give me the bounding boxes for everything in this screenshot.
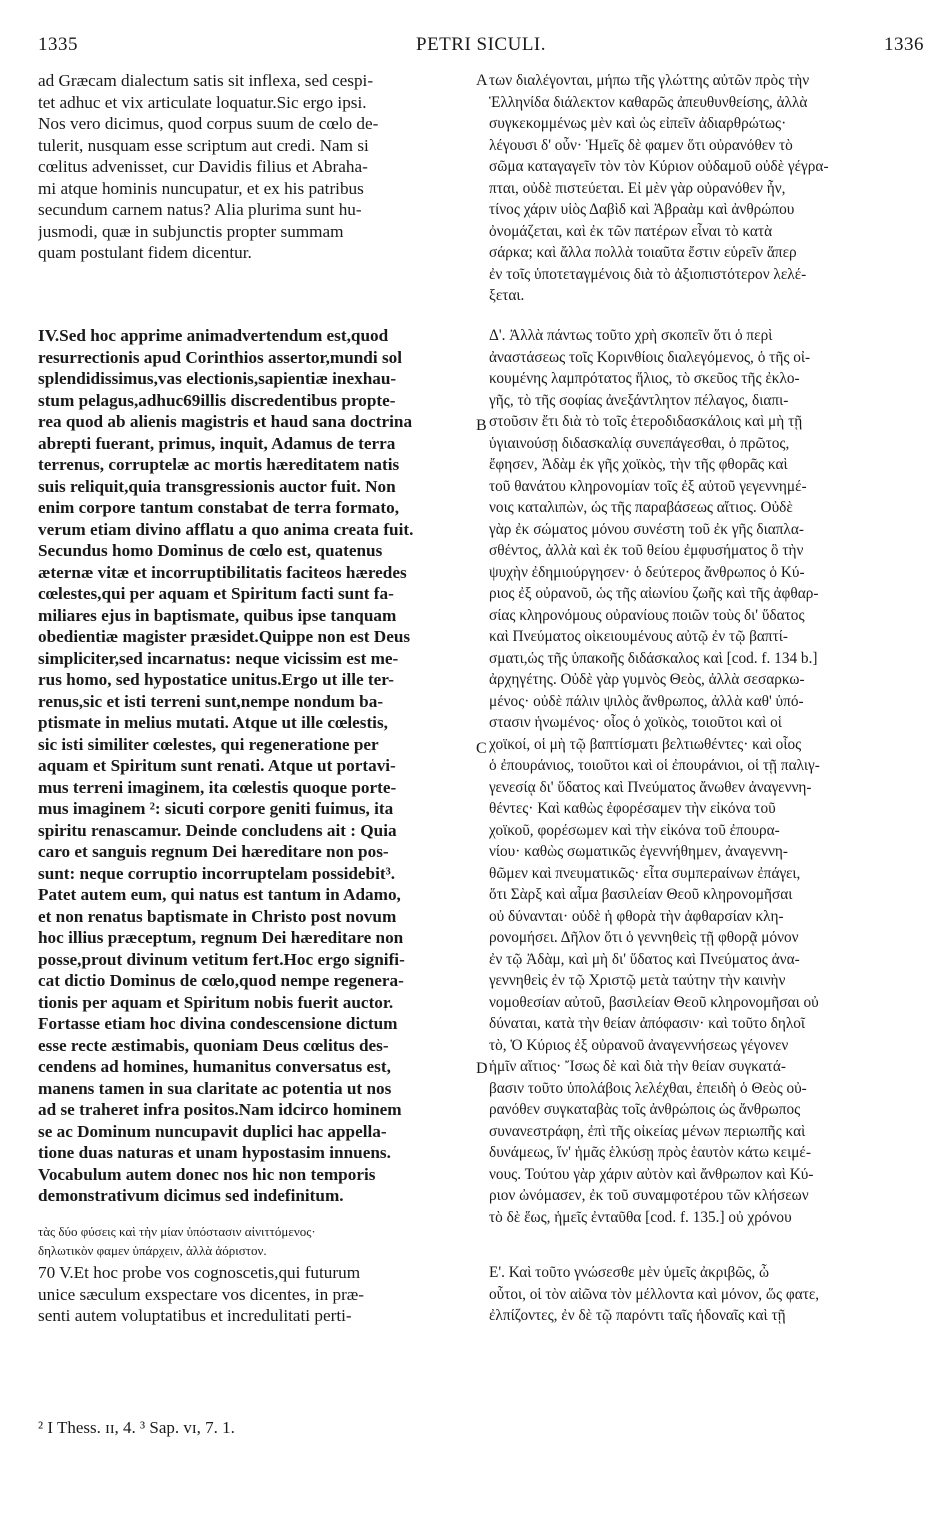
text-line: τὸ δὲ ἕως, ἡμεῖς ἐνταῦθα [cod. f. 135.] οὐ χρόνου: [489, 1208, 792, 1226]
text-line: 70 V.Et hoc probe vos cognoscetis,qui futurum: [38, 1263, 361, 1282]
text-line: ξεται.: [489, 287, 525, 304]
text-line: sunt: neque corruptio incorruptelam possidebit³.: [38, 863, 396, 883]
text-line: νους. Τούτου γὰρ χάριν αὐτὸν καὶ ἄνθρωπον καὶ Κύ-: [489, 1165, 814, 1183]
latin-block-3: [38, 1262, 476, 1327]
text-line: σίας κληρονόμους οὐρανίους ποιῶν τοὺς δι' ὕδατος: [489, 606, 805, 624]
text-line: rus homo, sed hypostatice unitus.Ergo ut ille ter-: [38, 670, 395, 689]
footnotes: ² I Thess. ɪɪ, 4. ³ Sap. ᴠɪ, 7. 1.: [38, 1418, 235, 1437]
text-line: δηλωτικὸν φαμεν ὑπάρχειν, ἀλλὰ ἀόριστον.: [38, 1243, 267, 1258]
text-line: tionis per aquam et Spiritum nobis fuerit auctor.: [38, 992, 394, 1012]
text-line: æternæ vitæ et incorruptibilitatis faciteos hæredes: [38, 562, 407, 582]
text-line: των διαλέγονται, μήπω τῆς γλώττης αὐτῶν πρὸς τὴν: [489, 72, 810, 89]
text-line: ὁ ἐπουράνιος, τοιοῦτοι καὶ οἱ ἐπουράνιοι, οἱ τῇ παλιγ-: [489, 757, 820, 774]
text-line: IV.Sed hoc apprime animadvertendum est,quod: [38, 326, 389, 345]
text-line: θέντες· Καὶ καθὼς ἐφορέσαμεν τὴν εἰκόνα τοῦ: [489, 800, 776, 817]
margin-mark-d: D: [476, 1060, 488, 1077]
text-line: τίνος χάριν υἱὸς Δαβὶδ καὶ Ἀβραὰμ καὶ ἀνθρώπου: [489, 201, 795, 218]
text-line: stum pelagus,adhuc69illis discredentibus propte-: [38, 390, 396, 410]
text-line: miliares ejus in baptismate, quibus ipse tanquam: [38, 605, 397, 625]
text-line: Fortasse etiam hoc divina condescensione dictum: [38, 1014, 398, 1033]
text-line: γενεσίᾳ δι' ὕδατος καὶ Πνεύματος ἄνωθεν ἀναγεννη-: [489, 778, 812, 796]
text-line: κουμένης λαμπρότατος ἥλιος, τὸ σκεῦος τῆς ἐκλο-: [489, 370, 800, 387]
text-line: Vocabulum autem donec nos hic non temporis: [38, 1164, 376, 1184]
text-line: esse recte æstimabis, quoniam Deus cœlitus des-: [38, 1035, 389, 1055]
text-line: ὅτι Σὰρξ καὶ αἷμα βασιλείαν Θεοῦ κληρονομῆσαι: [489, 886, 793, 903]
greek-block-1: [489, 70, 921, 307]
text-line: verum etiam divino afflatu a quo anima creata fuit.: [38, 519, 414, 539]
text-line: νίου· καθὼς σωματικῶς ἐγεννήθημεν, ἀναγεννη-: [489, 843, 788, 860]
text-line: στοῦσιν ἔτι διὰ τὸ τοῖς ἑτεροδιδασκάλοις καὶ μὴ τῇ: [489, 413, 803, 430]
text-line: sic isti similiter cœlestes, qui regeneratione per: [38, 734, 379, 754]
text-line: σματι,ὡς τῆς ὑπακοῆς διδάσκαλος καὶ [cod. f. 134 b.]: [489, 649, 818, 667]
text-line: ἐν τοῖς ὑποτεταγμένοις διὰ τὸ ἀξιοπιστότερον λελέ-: [489, 265, 807, 283]
text-line: ἐν τῷ Ἀδὰμ, καὶ μὴ δι' ὕδατος καὶ Πνεύματος ἀνα-: [489, 950, 800, 968]
page-number-right: 1336: [884, 34, 924, 55]
text-line: καὶ Πνεύματος οἰκειουμένους αὐτῷ ἐν τῷ βαπτί-: [489, 628, 788, 645]
text-line: cendens ad homines, humanitus conversatus est,: [38, 1057, 391, 1076]
text-line: enim corpore tantum constabat de terra formato,: [38, 498, 400, 517]
text-line: Ε'. Καὶ τοῦτο γνώσεσθε μὲν ὑμεῖς ἀκριβῶς, ὦ: [489, 1264, 770, 1281]
text-line: τὸ, Ὁ Κύριος ἐξ οὐρανοῦ ἀναγεννήσεως γέγονεν: [489, 1036, 789, 1054]
text-line: suis reliquit,quia transgressionis auctor fuit. Non: [38, 476, 396, 496]
text-line: mus terreni imaginem, ita cœlestis quoque porte-: [38, 777, 397, 797]
text-line: cœlitus advenisset, cur Davidis filius et Abraha-: [38, 157, 368, 176]
greek-block-2: [489, 325, 921, 1228]
text-line: hoc illius præceptum, regnum Dei hæreditare non: [38, 928, 404, 947]
text-line: secundum carnem natus? Alia plurima sunt hu-: [38, 200, 362, 219]
text-line: resurrectionis apud Corinthios assertor,mundi sol: [38, 347, 402, 367]
text-line: σθέντος, ἀλλὰ καὶ ἐκ τοῦ θείου ἐμφυσήματος ὃ τὴν: [489, 542, 804, 559]
text-line: tulerit, nusquam esse scriptum aut credi. Nam si: [38, 135, 369, 155]
text-line: abrepti fuerant, primus, inquit, Adamus de terra: [38, 433, 396, 453]
text-line: ἀρχηγέτης. Οὐδὲ γὰρ γυμνὸς Θεὸς, ἀλλὰ σεσαρκω-: [489, 671, 805, 688]
page-number-left: 1335: [38, 34, 78, 55]
text-line: ptismate in melius mutati. Atque ut ille cœlestis,: [38, 713, 388, 732]
text-line: renus,sic et isti terreni sunt,nempe nondum ba-: [38, 691, 384, 711]
text-line: ad Græcam dialectum satis sit inflexa, sed cespi-: [38, 71, 374, 90]
text-line: δυνάμεως, ἵν' ἡμᾶς ἑλκύσῃ πρὸς ἑαυτὸν κάτω κειμέ-: [489, 1144, 811, 1161]
text-line: cat dictio Dominus de cœlo,quod nempe regenera-: [38, 971, 404, 990]
text-line: τὰς δύο φύσεις καὶ τὴν μίαν ὑπόστασιν αἰνιττόμενος·: [38, 1224, 316, 1239]
running-title: PETRI SICULI.: [416, 34, 546, 55]
text-line: ὑγιαινούσῃ διδασκαλίᾳ συνεπάγεσθαι, ὁ πρῶτος,: [489, 434, 790, 452]
text-line: obedientiæ magister præsidet.Quippe non est Deus: [38, 627, 411, 646]
text-line: μένος· οὐδὲ πάλιν ψιλὸς ἄνθρωπος, ἀλλὰ καθ' ὑπό-: [489, 692, 804, 710]
text-line: βασιν τοῦτο ὑπολάβοις λελέχθαι, ἐπειδὴ ὁ Θεὸς οὐ-: [489, 1079, 807, 1097]
page-header: [38, 34, 924, 60]
text-line: aquam et Spiritum sunt renati. Atque ut portavi-: [38, 756, 396, 775]
text-line: Nos vero dicimus, quod corpus suum de cœlo de-: [38, 114, 379, 133]
text-line: Patet autem eum, qui natus est tantum in Adamo,: [38, 885, 401, 904]
text-line: νομοθεσίαν αὐτοῦ, βασιλείαν Θεοῦ κληρονομῆσαι οὐ: [489, 993, 819, 1011]
margin-mark-b: B: [476, 417, 487, 434]
text-line: σάρκα; καὶ ἄλλα πολλὰ τοιαῦτα ἔστιν εὑρεῖν ἅπερ: [489, 244, 797, 261]
text-line: unice sæculum exspectare vos dicentes, in præ-: [38, 1284, 364, 1304]
text-line: ρονομήσει. Δῆλον ὅτι ὁ γεννηθεὶς τῇ φθορᾷ μόνον: [489, 929, 799, 946]
text-line: ψυχὴν ἐδημιούργησεν· ὁ δεύτερος ἄνθρωπος ὁ Κύ-: [489, 563, 805, 581]
text-line: χοϊκοῦ, φορέσωμεν καὶ τὴν εἰκόνα τοῦ ἐπουρα-: [489, 821, 780, 839]
text-line: Ἑλληνίδα διάλεκτον καθαρῶς ἀπευθυνθείσης, ἀλλὰ: [489, 93, 808, 111]
margin-mark-c: C: [476, 740, 487, 757]
text-line: ἐλπίζοντες, ἐν δὲ τῷ παρόντι ταῖς ἡδοναῖς καὶ τῇ: [489, 1307, 786, 1324]
greek-block-3: [489, 1262, 921, 1327]
text-line: οὗτοι, οἱ τὸν αἰῶνα τὸν μέλλοντα καὶ μόνον, ὥς φατε,: [489, 1285, 820, 1303]
text-line: ρανόθεν συγκαταβὰς τοῖς ἀνθρώποις ὡς ἄνθρωπος: [489, 1101, 801, 1118]
text-line: συνανεστράφη, ἐπὶ τῆς οἰκείας μένων περιωπῆς καὶ: [489, 1122, 806, 1140]
text-line: splendidissimus,vas electionis,sapientiæ inexhau-: [38, 369, 397, 388]
text-line: ριος ἐξ οὐρανοῦ, ὡς τῆς αἰωνίου ζωῆς καὶ τῆς ἀφθαρ-: [489, 585, 819, 602]
margin-mark-a: A: [476, 72, 488, 89]
text-line: ἡμῖν αἴτιος· Ἴσως δὲ καὶ διὰ τὴν θείαν συγκατά-: [489, 1058, 786, 1075]
text-line: tione duas naturas et unam hypostasim innuens.: [38, 1143, 391, 1162]
latin-block-1: [38, 70, 476, 264]
text-line: senti autem voluptatibus et incredulitati perti-: [38, 1306, 352, 1325]
text-line: νοις καταλιπὼν, ὡς τῆς παραβάσεως αἴτιος. Οὐδὲ: [489, 499, 793, 516]
text-line: caro et sanguis regnum Dei hæreditare non pos-: [38, 842, 389, 861]
text-line: jusmodi, quæ in subjunctis propter summam: [38, 221, 344, 241]
text-line: cœlestes,qui per aquam et Spiritum facti sunt fa-: [38, 584, 394, 603]
text-line: χοϊκοί, οἱ μὴ τῷ βαπτίσματι βελτιωθέντες· καὶ οἷος: [489, 735, 802, 753]
text-line: σῶμα καταγαγεῖν τὸν τὸν Κύριον οὐδαμοῦ οὐδὲ γέγρα-: [489, 158, 829, 175]
text-line: στασιν ἡνωμένος· οἷος ὁ χοϊκὸς, τοιοῦτοι καὶ οἱ: [489, 714, 782, 731]
text-line: demonstrativum dicimus sed indefinitum.: [38, 1186, 344, 1205]
text-line: tet adhuc et vix articulate loquatur.Sic ergo ipsi.: [38, 92, 367, 112]
text-line: δύναται, κατὰ τὴν θείαν ἀπόφασιν· καὶ τοῦτο δηλοῖ: [489, 1015, 806, 1032]
text-line: mi atque hominis nuncupatur, et ex his patribus: [38, 178, 364, 198]
text-line: ad se traheret infra positos.Nam idcirco hominem: [38, 1100, 402, 1119]
text-line: οὐ δύνανται· οὐδὲ ἡ φθορὰ τὴν ἀφθαρσίαν κλη-: [489, 907, 784, 925]
text-line: rea quod ab alienis magistris et haud sana doctrina: [38, 412, 413, 431]
text-line: ἔφησεν, Ἀδὰμ ἐκ γῆς χοϊκὸς, τὴν τῆς φθορᾶς καὶ: [489, 456, 788, 473]
latin-block-2: [38, 325, 476, 1207]
text-line: συγκεκομμένως μὲν καὶ ὡς εἰπεῖν ἀδιαρθρώτως·: [489, 115, 787, 132]
text-line: posse,prout divinum vetitum fert.Hoc ergo signifi-: [38, 949, 405, 969]
text-line: simpliciter,sed incarnatus: neque vicissim est me-: [38, 648, 399, 668]
text-line: Δ'. Ἀλλὰ πάντως τοῦτο χρὴ σκοπεῖν ὅτι ὁ περὶ: [489, 327, 773, 344]
text-line: ὀνομάζεται, καὶ ἐκ τῶν πατέρων εἶναι τὸ κατὰ: [489, 222, 773, 240]
text-line: τοῦ θανάτου κληρονομίαν τοῖς ἐξ αὐτοῦ γεγεννημέ-: [489, 477, 807, 495]
text-line: et non renatus baptismate in Christo post novum: [38, 906, 397, 926]
text-line: ριον ὠνόμασεν, ἐκ τοῦ συναμφοτέρου τῶν κλήσεων: [489, 1187, 809, 1204]
latin-greek-note: [38, 1222, 476, 1260]
text-line: Secundus homo Dominus de cœlo est, quatenus: [38, 541, 383, 560]
text-line: πται, οὐδὲ πιστεύεται. Εἰ μὲν γὰρ οὐρανόθεν ἦν,: [489, 179, 786, 197]
text-line: ἀναστάσεως τοῖς Κορινθίοις διαλεγόμενος, ὁ τῆς οἰ-: [489, 348, 811, 366]
text-line: γῆς, τὸ τῆς σοφίας ἀνεξάντλητον πέλαγος, διαπι-: [489, 391, 789, 409]
text-line: terrenus, corruptelæ ac mortis hæreditatem natis: [38, 455, 400, 474]
text-line: se ac Dominum nuncupavit duplici hac appella-: [38, 1121, 387, 1141]
text-line: quam postulant fidem dicentur.: [38, 243, 252, 262]
text-line: manens tamen in sua claritate ac potentia ut nos: [38, 1078, 392, 1098]
text-line: λέγουσι δ' οὖν· Ἡμεῖς δὲ φαμεν ὅτι οὐρανόθεν τὸ: [489, 136, 793, 154]
text-line: γὰρ ἐκ σώματος μόνου συνέστη τοῦ ἐκ γῆς διαπλα-: [489, 520, 804, 538]
text-line: θῶμεν καὶ πνευματικῶς· εἶτα συμπεραίνων ἐπάγει,: [489, 864, 801, 882]
text-line: spiritu renascamur. Deinde concludens ait : Quia: [38, 820, 397, 840]
text-line: γεννηθεὶς ἐν τῷ Χριστῷ μετὰ ταύτην τὴν καινὴν: [489, 972, 786, 989]
text-line: mus imaginem ²: sicuti corpore geniti fuimus, ita: [38, 799, 394, 818]
